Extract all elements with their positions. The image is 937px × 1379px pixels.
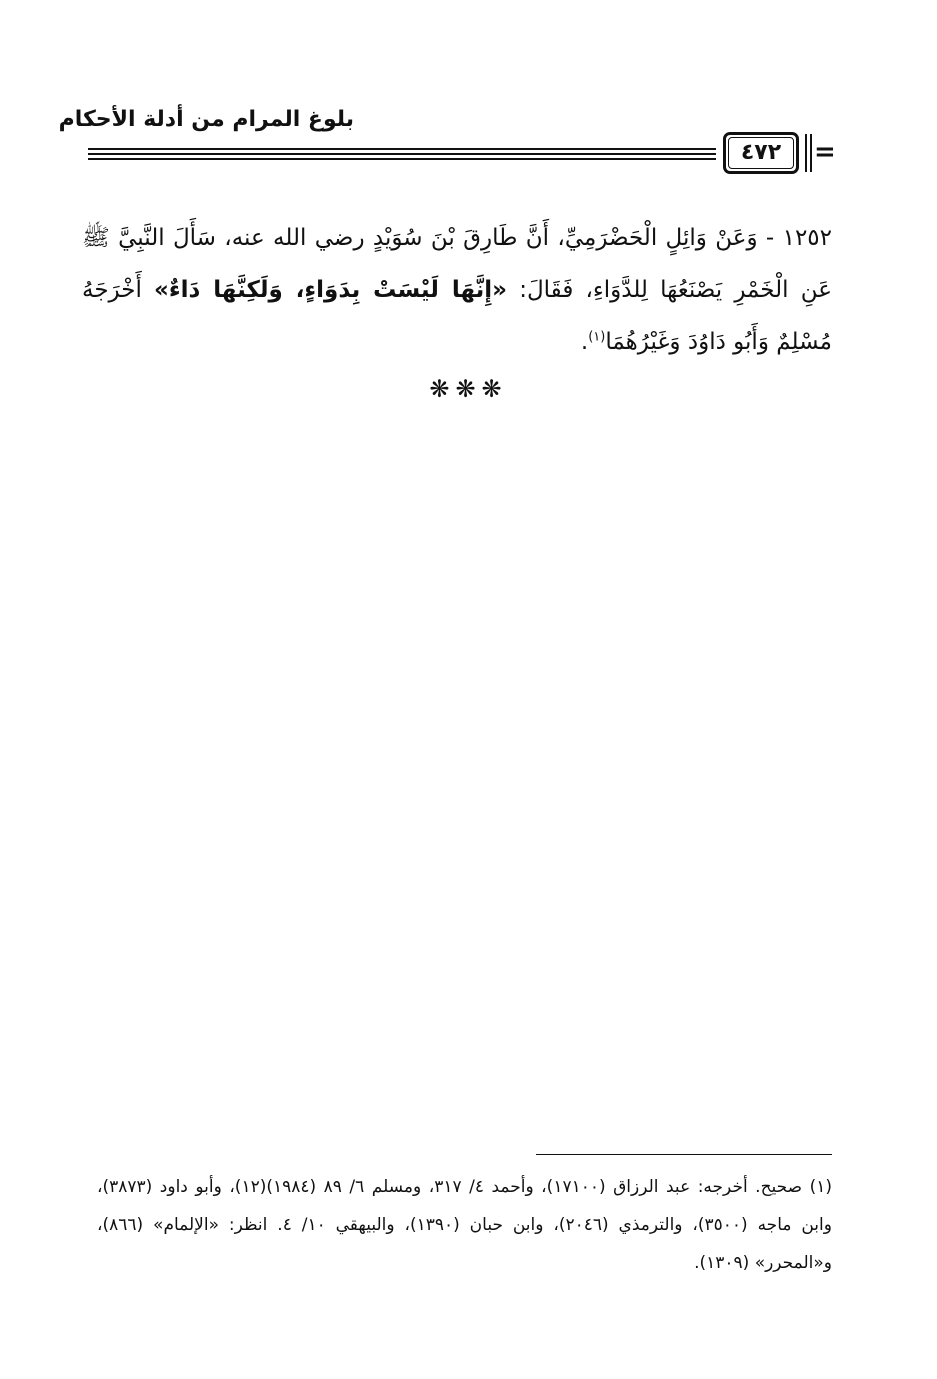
- page-number: ٤٧٢: [723, 132, 799, 174]
- running-title: بلوغ المرام من أدلة الأحكام: [58, 107, 354, 132]
- edge-bar: [805, 134, 807, 172]
- header-rule-line: [88, 158, 716, 160]
- hadith-dash: -: [757, 225, 783, 251]
- header-rule-line: [88, 153, 716, 155]
- hadith-end-mark: .: [580, 329, 589, 355]
- header-equals-mark: =: [814, 137, 836, 167]
- header-edge-bars: [805, 134, 813, 172]
- footnote-rule: [536, 1154, 832, 1155]
- header-rule: [88, 148, 716, 162]
- footnote-reference: (١): [588, 329, 606, 345]
- hadith-quote: «إِنَّهَا لَيْسَتْ بِدَوَاءٍ، وَلَكِنَّهَا دَاءٌ»: [154, 277, 508, 303]
- hadith-number: ١٢٥٢: [782, 225, 833, 251]
- hadith-text-part2: أَخْرَجَهُ مُسْلِمٌ وَأَبُو دَاوُدَ وَغَيْرُهُمَا: [82, 277, 832, 355]
- edge-bar: [810, 134, 812, 172]
- footnote: (١) صحيح. أخرجه: عبد الرزاق (١٧١٠٠)، وأحمد ٤/ ٣١٧، ومسلم ٦/ ٨٩ (١٩٨٤)(١٢)، وأبو داود (٣٨٧٣)، وابن ماجه (٣٥٠٠)، والترمذي (٢٠٤٦)، وابن حبان (١٣٩٠)، والبيهقي ١٠/ ٤. انظر: «الإلمام» (٨٦٦)، و«المحرر» (١٣٠٩).: [97, 1177, 833, 1273]
- hadith-paragraph: [82, 212, 832, 368]
- header-rule-line: [88, 148, 716, 150]
- hadith-text-part1: وَعَنْ وَائِلٍ الْحَضْرَمِيِّ، أَنَّ طَارِقَ بْنَ سُوَيْدٍ رضي الله عنه، سَأَلَ النَّبِيَّ ﷺ عَنِ الْخَمْرِ يَصْنَعُهَا لِلدَّوَاءِ، فَقَالَ:: [82, 225, 832, 303]
- section-separator: ❋❋❋: [429, 375, 508, 403]
